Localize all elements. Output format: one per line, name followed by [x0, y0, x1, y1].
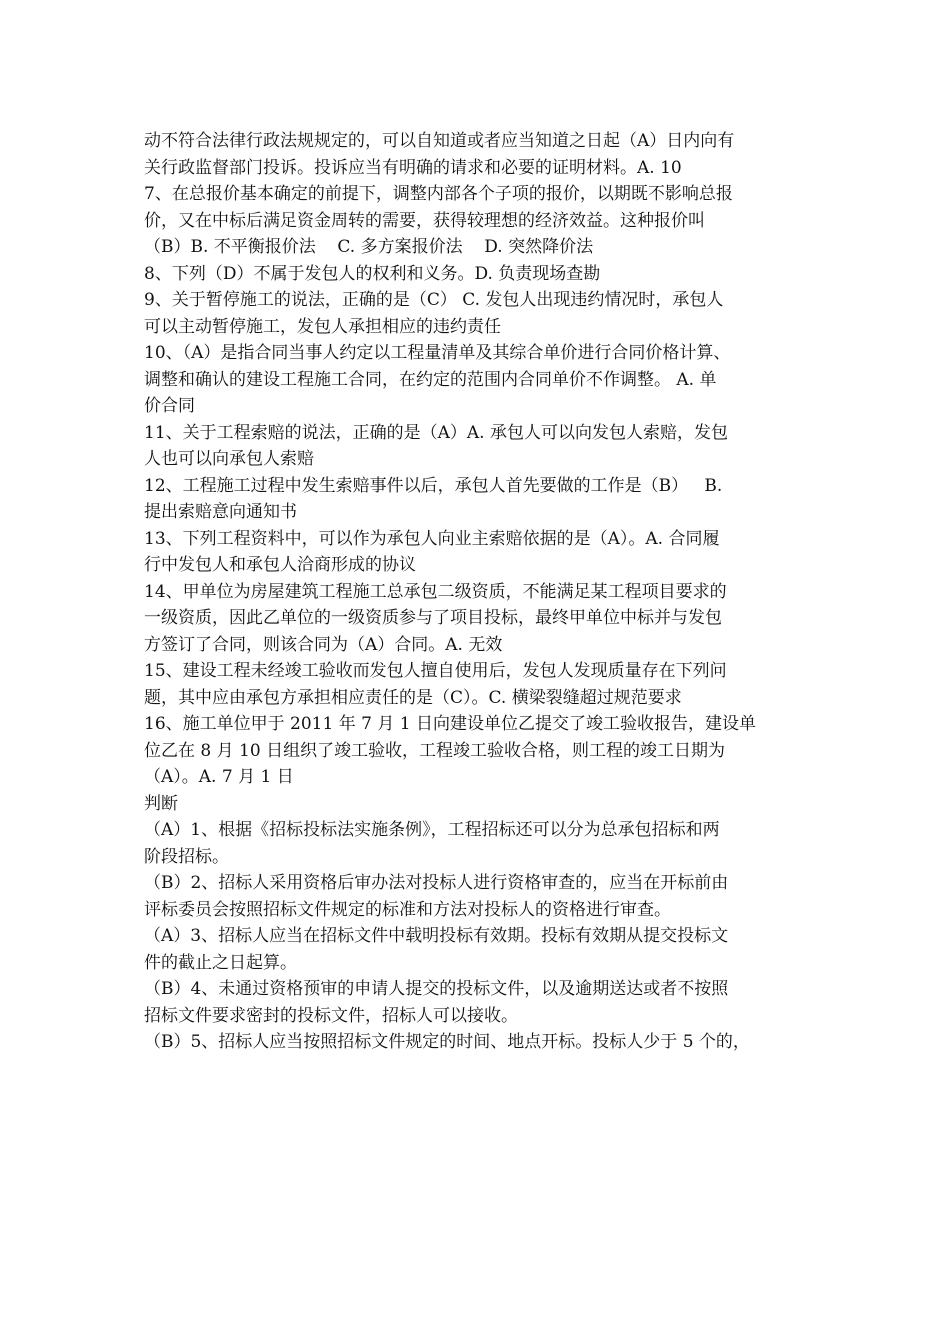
question-7: 7、在总报价基本确定的前提下，调整内部各个子项的报价，以期既不影响总报 — [144, 184, 733, 204]
text-line: 阶段招标。 — [144, 846, 229, 867]
text-line: 招标文件要求密封的投标文件，招标人可以接收。 — [144, 1005, 518, 1026]
judgment-5: （B）5、招标人应当按照招标文件规定的时间、地点开标。投标人少于 5 个的， — [144, 1032, 750, 1052]
text-line: 行中发包人和承包人洽商形成的协议 — [144, 555, 416, 575]
judgment-1: （A）1、根据《招标投标法实施条例》，工程招标还可以分为总承包招标和两 — [144, 820, 720, 840]
question-14: 14、甲单位为房屋建筑工程施工总承包二级资质，不能满足某工程项目要求的 — [144, 581, 727, 602]
text-line: 件的截止之日起算。 — [144, 952, 297, 973]
document-body — [144, 128, 812, 1056]
text-line: 方签订了合同，则该合同为（A）合同。A. 无效 — [144, 634, 503, 655]
question-10: 10、（A）是指合同当事人约定以工程量清单及其综合单价进行合同价格计算、 — [144, 343, 731, 363]
text-line: 位乙在 8 月 10 日组织了竣工验收，工程竣工验收合格，则工程的竣工日期为 — [144, 740, 726, 761]
question-11: 11、关于工程索赔的说法，正确的是（A）A. 承包人可以向发包人索赔，发包 — [144, 422, 728, 443]
text-line: 动不符合法律行政法规规定的，可以自知道或者应当知道之日起（A）日内向有 — [144, 131, 735, 151]
text-line: 提出索赔意向通知书 — [144, 502, 297, 522]
question-9: 9、关于暂停施工的说法，正确的是（C） C. 发包人出现违约情况时，承包人 — [144, 290, 724, 310]
section-heading: 判断 — [144, 793, 178, 814]
judgment-4: （B）4、未通过资格预审的申请人提交的投标文件，以及逾期送达或者不按照 — [144, 979, 729, 999]
text-line: 价，又在中标后满足资金周转的需要，获得较理想的经济效益。这种报价叫 — [144, 210, 705, 231]
question-12: 12、工程施工过程中发生索赔事件以后，承包人首先要做的工作是（B） B. — [144, 475, 723, 496]
text-line: 评标委员会按照招标文件规定的标准和方法对投标人的资格进行审查。 — [144, 899, 671, 920]
text-line: 关行政监督部门投诉。投诉应当有明确的请求和必要的证明材料。A. 10 — [144, 157, 682, 178]
question-13: 13、下列工程资料中，可以作为承包人向业主索赔依据的是（A）。A. 合同履 — [144, 528, 720, 549]
text-line: 题，其中应由承包方承担相应责任的是（C）。C. 横梁裂缝超过规范要求 — [144, 687, 682, 708]
question-15: 15、建设工程未经竣工验收而发包人擅自使用后，发包人发现质量存在下列问 — [144, 661, 727, 681]
question-16: 16、施工单位甲于 2011 年 7 月 1 日向建设单位乙提交了竣工验收报告，建设单 — [144, 714, 756, 734]
question-8: 8、下列（D）不属于发包人的权利和义务。D. 负责现场查勘 — [144, 263, 601, 284]
text-line: 可以主动暂停施工，发包人承担相应的违约责任 — [144, 316, 501, 337]
text-line: （A）。A. 7 月 1 日 — [144, 767, 294, 787]
text-line: 人也可以向承包人索赔 — [144, 449, 314, 469]
judgment-3: （A）3、招标人应当在招标文件中载明投标有效期。投标有效期从提交投标文 — [144, 926, 729, 946]
text-line: （B）B. 不平衡报价法 C. 多方案报价法 D. 突然降价法 — [144, 237, 594, 257]
text-line: 一级资质，因此乙单位的一级资质参与了项目投标，最终甲单位中标并与发包 — [144, 608, 722, 628]
text-line: 价合同 — [144, 396, 195, 416]
text-line: 调整和确认的建设工程施工合同，在约定的范围内合同单价不作调整。 A. 单 — [144, 369, 717, 390]
judgment-2: （B）2、招标人采用资格后审办法对投标人进行资格审查的，应当在开标前由 — [144, 873, 729, 893]
